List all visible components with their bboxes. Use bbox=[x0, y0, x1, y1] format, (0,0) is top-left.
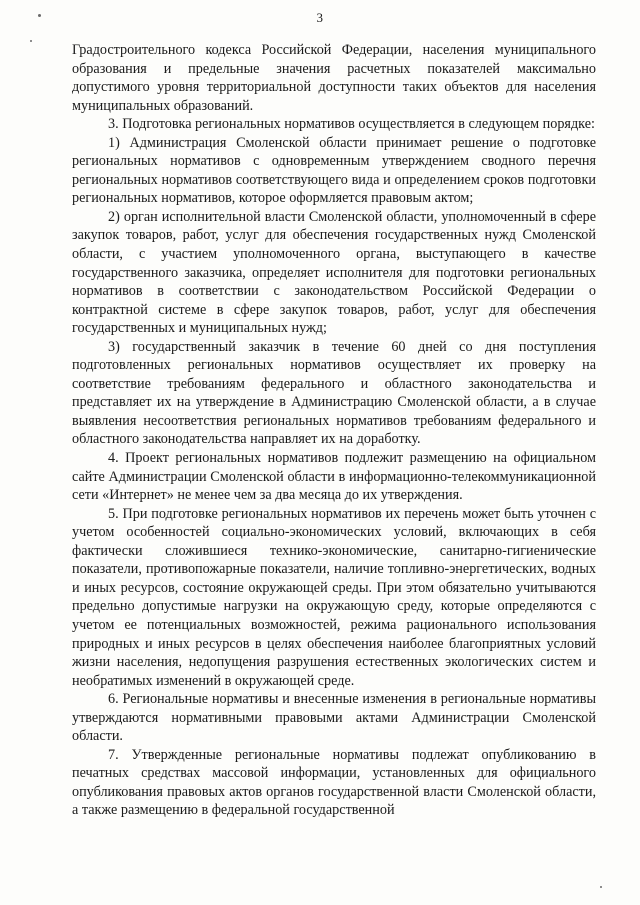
scan-speck bbox=[600, 886, 602, 888]
document-body bbox=[72, 41, 596, 820]
paragraph-item-3-1: 1) Администрация Смоленской области принимает решение о подготовке региональных нормативов с одновременным утверждением сводного перечня региональных нормативов соответствующего вида и определением сроков подготовки региональных нормативов, которое оформляется правовым актом; bbox=[72, 134, 596, 207]
page-number: 3 bbox=[316, 10, 324, 25]
paragraph-item-3: 3. Подготовка региональных нормативов осуществляется в следующем порядке: bbox=[108, 116, 595, 133]
scan-speck bbox=[30, 40, 32, 42]
paragraph-item-5: 5. При подготовке региональных нормативов их перечень может быть уточнен с учетом особенностей социально-экономических условий, включающих в себя фактически сложившиеся технико-экономические, санитарно-гигиенические показатели, противопожарные показатели, наличие топливно-энергетических, водных и иных ресурсов, состояние окружающей среды. При этом обязательно учитываются предельно допустимые нагрузки на окружающую среду, которые определяются с учетом ее потенциальных возможностей, режима рационального использования природных и иных ресурсов в целях обеспечения наиболее благоприятных условий жизни населения, недопущения разрушения естественных экологических систем и необратимых изменений в окружающей среде. bbox=[72, 505, 596, 689]
paragraph-item-7: 7. Утвержденные региональные нормативы подлежат опубликованию в печатных средствах массовой информации, установленных для официального опубликования правовых актов органов государственной власти Смоленской области, а также размещению в федеральной государственной bbox=[72, 746, 596, 819]
paragraph-item-3-3: 3) государственный заказчик в течение 60 дней со дня поступления подготовленных региональных нормативов осуществляет их проверку на соответствие требованиям федерального и областного законодательства и представляет их на утверждение в Администрацию Смоленской области, а в случае выявления несоответствия региональных нормативов требованиям федерального и областного законодательства направляет их на доработку. bbox=[72, 338, 596, 448]
paragraph-item-4: 4. Проект региональных нормативов подлежит размещению на официальном сайте Администрации Смоленской области в информационно-телекоммуникационной сети «Интернет» не менее чем за два месяца до их утверждения. bbox=[72, 450, 596, 504]
paragraph-item-3-2: 2) орган исполнительной власти Смоленской области, уполномоченный в сфере закупок товаров, работ, услуг для обеспечения государственных нужд Смоленской области, с участием уполномоченного органа, выступающего в качестве государственного заказчика, определяет исполнителя для подготовки региональных нормативов в соответствии с законодательством Российской Федерации о контрактной системе в сфере закупок товаров, работ, услуг для обеспечения государственных и муниципальных нужд; bbox=[72, 208, 596, 337]
paragraph-item-6: 6. Региональные нормативы и внесенные изменения в региональные нормативы утверждаются нормативными правовыми актами Администрации Смоленской области. bbox=[72, 691, 596, 745]
paragraph-continuation: Градостроительного кодекса Российской Федерации, населения муниципального образования и предельные значения расчетных показателей максимально допустимого уровня территориальной доступности таких объектов для населения муниципальных образований. bbox=[72, 42, 596, 114]
